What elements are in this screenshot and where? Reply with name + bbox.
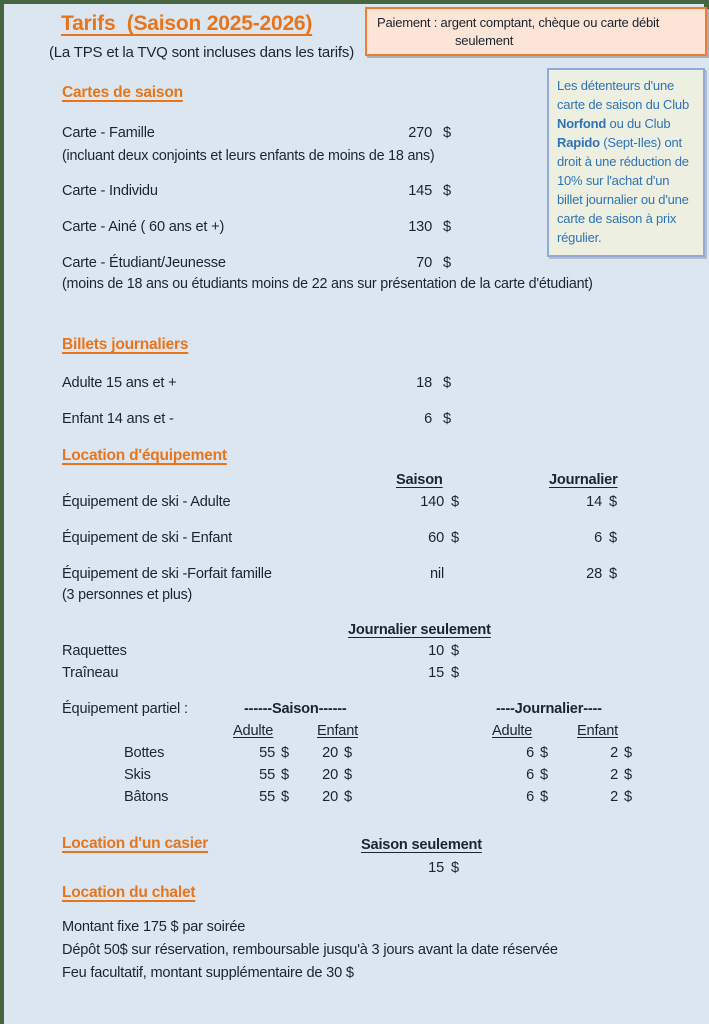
season-amount: 140	[420, 494, 444, 510]
daily-child-amount: 2	[610, 745, 618, 761]
price-row-raquettes	[4, 643, 709, 663]
currency-symbol: $	[443, 255, 451, 271]
currency-symbol: $	[451, 530, 459, 546]
season-child-amount: 20	[322, 745, 338, 761]
column-header-daily-only: Journalier seulement	[348, 622, 491, 638]
daily-amount: 28	[586, 566, 602, 582]
column-header-daily: Journalier	[549, 472, 618, 488]
partial-row-bottes	[4, 745, 709, 765]
price-label: Carte - Ainé ( 60 ans et +)	[62, 219, 225, 235]
chalet-text: Montant fixe 175 $ par soirée	[62, 919, 246, 935]
currency-symbol: $	[443, 125, 451, 141]
daily-adult-amount: 6	[526, 767, 534, 783]
currency-symbol: $	[451, 643, 459, 659]
partial-equipment-label: Équipement partiel :	[62, 701, 188, 717]
season-amount: nil	[429, 566, 444, 582]
season-adult-amount: 55	[259, 745, 275, 761]
chalet-line-3	[4, 965, 709, 985]
currency-symbol: $	[451, 665, 459, 681]
locker-header-row	[4, 837, 709, 857]
price-label: Adulte 15 ans et +	[62, 375, 177, 391]
column-header-season: Saison	[396, 472, 443, 488]
daily-child-amount: 2	[610, 789, 618, 805]
currency-symbol: $	[540, 789, 548, 805]
family-card-note: (incluant deux conjoints et leurs enfants de moins de 18 ans)	[62, 148, 435, 164]
discount-club-norfond: Norfond	[557, 116, 607, 131]
daily-child-amount: 2	[610, 767, 618, 783]
payment-note-line2: seulement	[455, 33, 514, 48]
subheader-season-child: Enfant	[317, 723, 358, 739]
equipment-row-enfant	[4, 530, 709, 550]
currency-symbol: $	[540, 767, 548, 783]
discount-note-text: Les détenteurs d'une carte de saison du Club	[557, 78, 689, 112]
subheader-daily-child: Enfant	[577, 723, 618, 739]
season-amount: 60	[428, 530, 444, 546]
season-child-amount: 20	[322, 789, 338, 805]
price-label: Enfant 14 ans et -	[62, 411, 174, 427]
chalet-text: Dépôt 50$ sur réservation, remboursable jusqu'à 3 jours avant la date réservée	[62, 942, 558, 958]
price-row-aine	[4, 219, 709, 239]
equipment-row-forfait-famille	[4, 566, 709, 586]
currency-symbol: $	[609, 566, 617, 582]
daily-adult-amount: 6	[526, 745, 534, 761]
currency-symbol: $	[451, 860, 459, 876]
partial-item-label: Bottes	[124, 745, 165, 761]
discount-note-text: ou du Club	[606, 116, 671, 131]
currency-symbol: $	[451, 494, 459, 510]
chalet-line-1	[4, 919, 709, 939]
price-row-individu	[4, 183, 709, 203]
currency-symbol: $	[609, 494, 617, 510]
section-heading-daily-tickets: Billets journaliers	[62, 336, 189, 353]
price-amount: 15	[428, 860, 444, 876]
partial-row-skis	[4, 767, 709, 787]
equipment-family-note: (3 personnes et plus)	[62, 587, 193, 603]
currency-symbol: $	[443, 375, 451, 391]
equipment-column-headers	[4, 472, 709, 492]
subheader-daily-adult: Adulte	[492, 723, 533, 739]
price-row-traineau	[4, 665, 709, 685]
column-header-season-only: Saison seulement	[361, 837, 482, 853]
section-heading-equipment-rental: Location d'équipement	[62, 447, 227, 464]
price-amount: 130	[408, 219, 432, 235]
section-heading-season-cards: Cartes de saison	[62, 84, 183, 101]
student-card-note: (moins de 18 ans ou étudiants moins de 22 ans sur présentation de la carte d'étudiant)	[62, 276, 593, 292]
partial-equipment-subheaders	[4, 723, 709, 743]
currency-symbol: $	[443, 411, 451, 427]
currency-symbol: $	[281, 789, 289, 805]
chalet-text: Feu facultatif, montant supplémentaire de 30 $	[62, 965, 354, 981]
payment-note-line1: Paiement : argent comptant, chèque ou carte débit	[377, 15, 660, 30]
column-header-season-dashed: ------Saison------	[244, 701, 347, 717]
currency-symbol: $	[344, 745, 352, 761]
price-label: Carte - Famille	[62, 125, 155, 141]
equipment-label: Équipement de ski - Adulte	[62, 494, 231, 510]
section-heading-locker-rental: Location d'un casier	[62, 835, 209, 852]
season-adult-amount: 55	[259, 789, 275, 805]
currency-symbol: $	[609, 530, 617, 546]
price-label: Raquettes	[62, 643, 127, 659]
currency-symbol: $	[281, 745, 289, 761]
price-label: Carte - Étudiant/Jeunesse	[62, 255, 226, 271]
chalet-line-2	[4, 942, 709, 962]
partial-equipment-header-row	[4, 701, 709, 721]
currency-symbol: $	[443, 219, 451, 235]
currency-symbol: $	[443, 183, 451, 199]
daily-amount: 14	[586, 494, 602, 510]
currency-symbol: $	[624, 789, 632, 805]
daily-only-header-row	[4, 622, 709, 642]
currency-symbol: $	[540, 745, 548, 761]
currency-symbol: $	[281, 767, 289, 783]
currency-symbol: $	[624, 767, 632, 783]
payment-note-box	[365, 7, 707, 56]
daily-adult-amount: 6	[526, 789, 534, 805]
page-title: Tarifs (Saison 2025-2026)	[61, 12, 313, 35]
daily-amount: 6	[594, 530, 602, 546]
price-row-etudiant	[4, 255, 709, 275]
price-amount: 15	[428, 665, 444, 681]
price-row-enfant	[4, 411, 709, 431]
price-amount: 18	[416, 375, 432, 391]
season-adult-amount: 55	[259, 767, 275, 783]
price-row-adulte	[4, 375, 709, 395]
price-row-famille	[4, 125, 709, 145]
equipment-row-adulte	[4, 494, 709, 514]
subheader-season-adult: Adulte	[233, 723, 274, 739]
section-heading-chalet-rental: Location du chalet	[62, 884, 196, 901]
price-label: Carte - Individu	[62, 183, 158, 199]
equipment-label: Équipement de ski - Enfant	[62, 530, 233, 546]
season-child-amount: 20	[322, 767, 338, 783]
price-amount: 70	[416, 255, 432, 271]
currency-symbol: $	[344, 767, 352, 783]
partial-item-label: Skis	[124, 767, 151, 783]
price-amount: 270	[408, 125, 432, 141]
price-label: Traîneau	[62, 665, 119, 681]
price-amount: 6	[424, 411, 432, 427]
discount-club-rapido: Rapido	[557, 135, 600, 150]
discount-note-text: (Sept-Iles) ont droit à une réduction de 10% sur l'achat d'un billet journalier ou d'une carte de saison à prix régulier.	[557, 135, 689, 245]
price-amount: 145	[408, 183, 432, 199]
page-subtitle: (La TPS et la TVQ sont incluses dans les tarifs)	[49, 44, 354, 61]
currency-symbol: $	[624, 745, 632, 761]
partial-item-label: Bâtons	[124, 789, 169, 805]
currency-symbol: $	[344, 789, 352, 805]
equipment-label: Équipement de ski -Forfait famille	[62, 566, 272, 582]
price-amount: 10	[428, 643, 444, 659]
locker-price-row	[4, 860, 709, 880]
partial-row-batons	[4, 789, 709, 809]
column-header-daily-dashed: ----Journalier----	[496, 701, 602, 717]
